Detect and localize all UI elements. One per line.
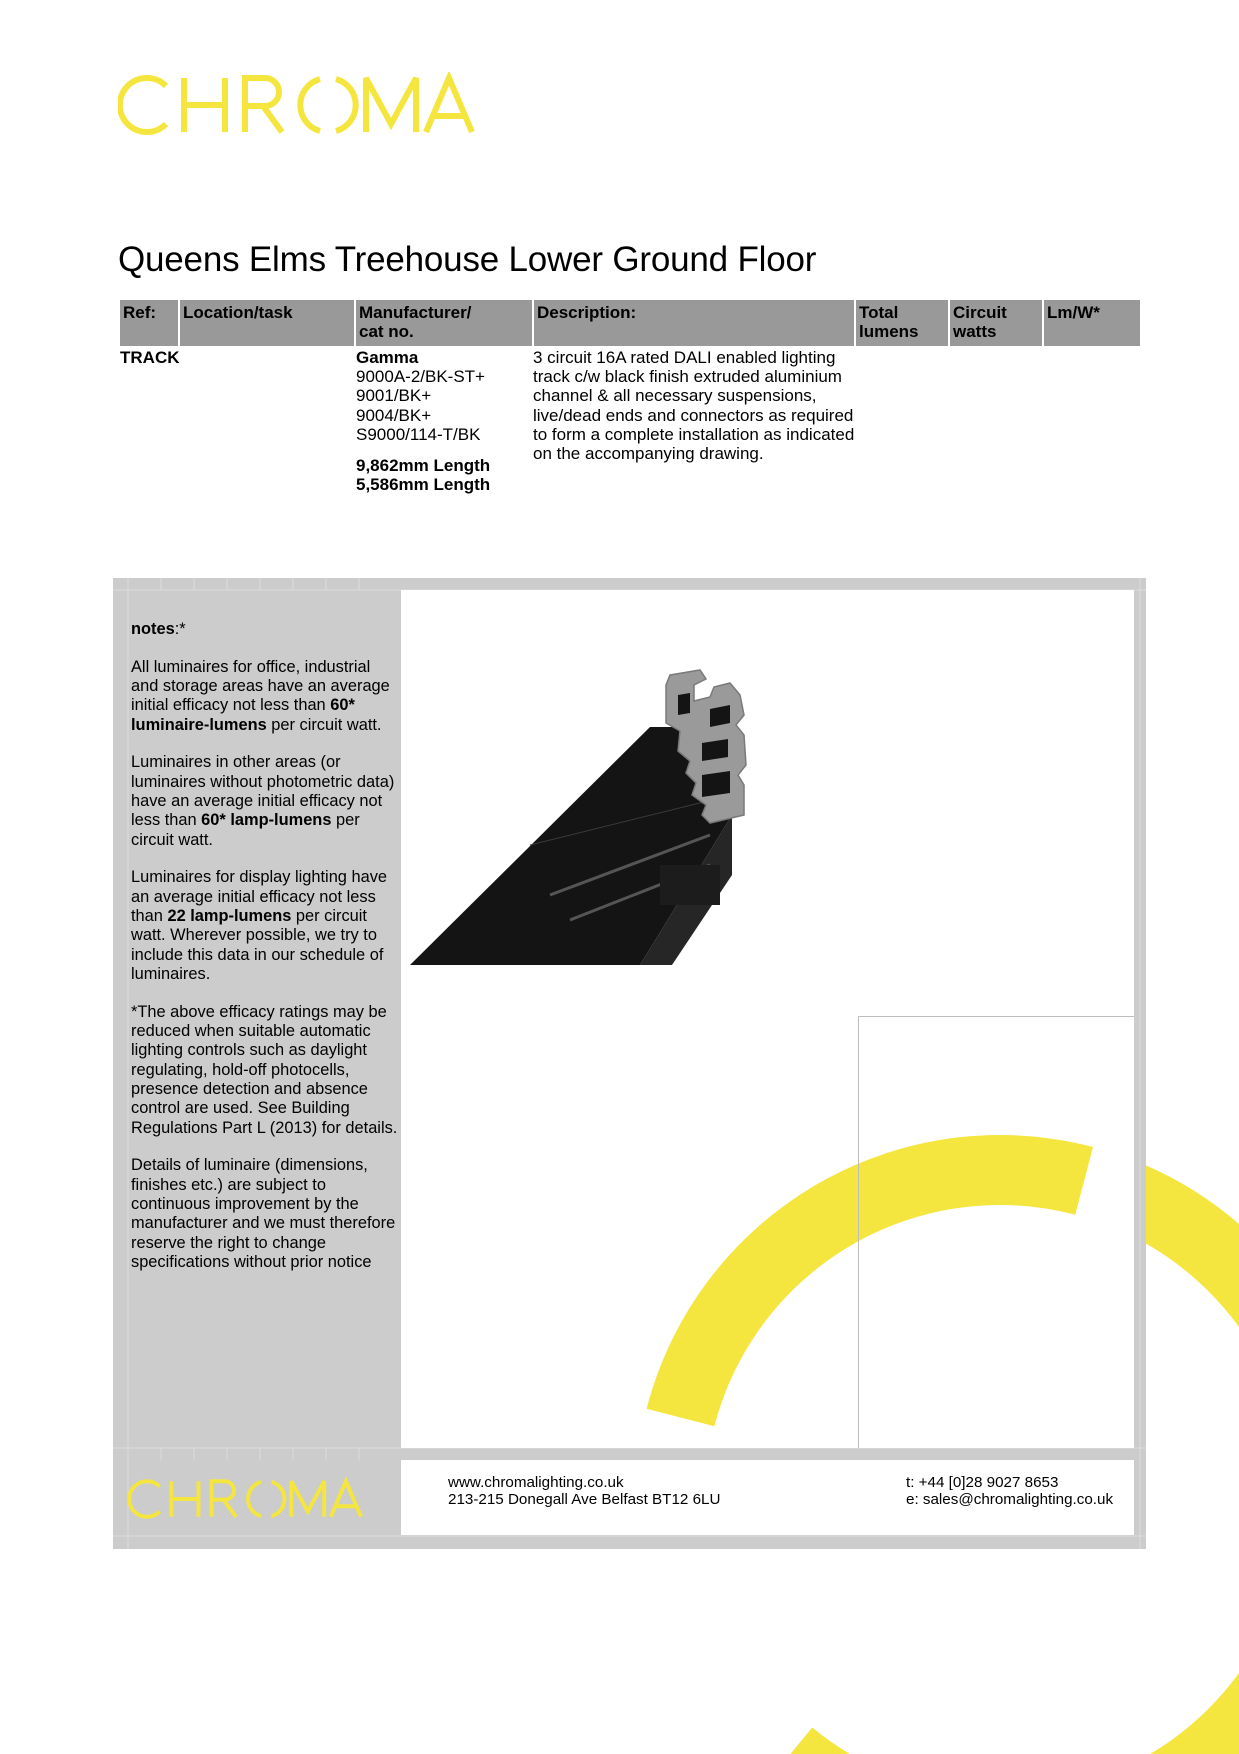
header-total-lumens: Total lumens	[856, 300, 950, 346]
image-sub-frame	[858, 1016, 1134, 1448]
track-length: 9,862mm Length	[356, 455, 491, 475]
footer-chroma-logo	[128, 1477, 365, 1521]
chroma-logo	[118, 72, 478, 138]
track-length: 5,586mm Length	[356, 475, 491, 495]
cat-no: S9000/114-T/BK	[356, 424, 481, 444]
header-description: Description:	[534, 300, 856, 346]
description-line: channel & all necessary suspensions,	[533, 386, 817, 406]
row-manufacturer-cell	[356, 348, 534, 494]
page-title: Queens Elms Treehouse Lower Ground Floor	[118, 240, 817, 279]
description-line: live/dead ends and connectors as required	[533, 405, 854, 425]
footer-contact-block	[906, 1474, 1113, 1508]
header-manufacturer: Manufacturer/ cat no.	[356, 300, 534, 346]
footer-phone: t: +44 [0]28 9027 8653	[906, 1474, 1059, 1491]
header-circuit-watts: Circuit watts	[950, 300, 1044, 346]
description-line: to form a complete installation as indicated	[533, 424, 855, 444]
notes-section: notes:* All luminaires for office, industrial and storage areas have an average initial efficacy not less than 60* luminaire-lumens per circuit watt. Luminaires in other areas (or luminaires without photometric data) have an average initial efficacy not less than 60* lamp-lumens per circuit watt. Luminaires for display lighting have an average initial efficacy not less than 22 lamp-lumens per circuit watt. Wherever possible, we try to include this data in our schedule of luminaires. *The above efficacy ratings may be reduced when suitable automatic lighting controls such as daylight regulating, hold-off photocells, presence detection and absence control are used. See Building Regulations Part L (2013) for details. Details of luminaire (dimensions, finishes etc.) are subject to continuous improvement by the manufacturer and we must therefore reserve the right to change specifications without prior notice	[131, 620, 401, 1291]
note-paragraph: Details of luminaire (dimensions, finishes etc.) are subject to continuous improvement by the manufacturer and we must therefore reserve the right to change specifications without prior notice	[131, 1156, 396, 1271]
cat-no: 9004/BK+	[356, 405, 432, 425]
note-paragraph: All luminaires for office, industrial and storage areas have an average initial efficacy not less than 60* luminaire-lumens per circuit watt.	[131, 657, 390, 734]
row-manufacturer: Gamma	[356, 348, 419, 367]
cat-no: 9000A-2/BK-ST+	[356, 367, 485, 387]
description-line: track c/w black finish extruded aluminium	[533, 367, 842, 387]
note-paragraph: *The above efficacy ratings may be reduced when suitable automatic lighting controls such as daylight regulating, hold-off photocells, presence detection and absence control are used. See Building Regulations Part L (2013) for details.	[131, 1002, 398, 1137]
description-line: on the accompanying drawing.	[533, 444, 764, 464]
lighting-track-image	[410, 665, 810, 970]
description-line: 3 circuit 16A rated DALI enabled lighting	[533, 348, 836, 367]
footer-address-block	[448, 1474, 720, 1508]
cat-no: 9001/BK+	[356, 386, 432, 406]
footer-website-link[interactable]: www.chromalighting.co.uk	[448, 1474, 624, 1491]
header-ref: Ref:	[120, 300, 180, 346]
note-paragraph: Luminaires for display lighting have an average initial efficacy not less than 22 lamp-lumens per circuit watt. Wherever possible, we try to include this data in our schedule of luminaires.	[131, 868, 388, 983]
notes-heading: notes	[131, 620, 175, 638]
schedule-table-header	[120, 300, 1140, 346]
header-lm-w: Lm/W*	[1044, 300, 1140, 346]
row-description	[533, 348, 855, 463]
footer-email-link[interactable]: e: sales@chromalighting.co.uk	[906, 1491, 1114, 1508]
header-location: Location/task	[180, 300, 356, 346]
footer-address: 213-215 Donegall Ave Belfast BT12 6LU	[448, 1491, 721, 1508]
table-row	[120, 348, 1140, 508]
note-paragraph: Luminaires in other areas (or luminaires without photometric data) have an average initial efficacy not less than 60* lamp-lumens per circuit watt.	[131, 753, 395, 849]
row-ref: TRACK	[120, 348, 180, 367]
